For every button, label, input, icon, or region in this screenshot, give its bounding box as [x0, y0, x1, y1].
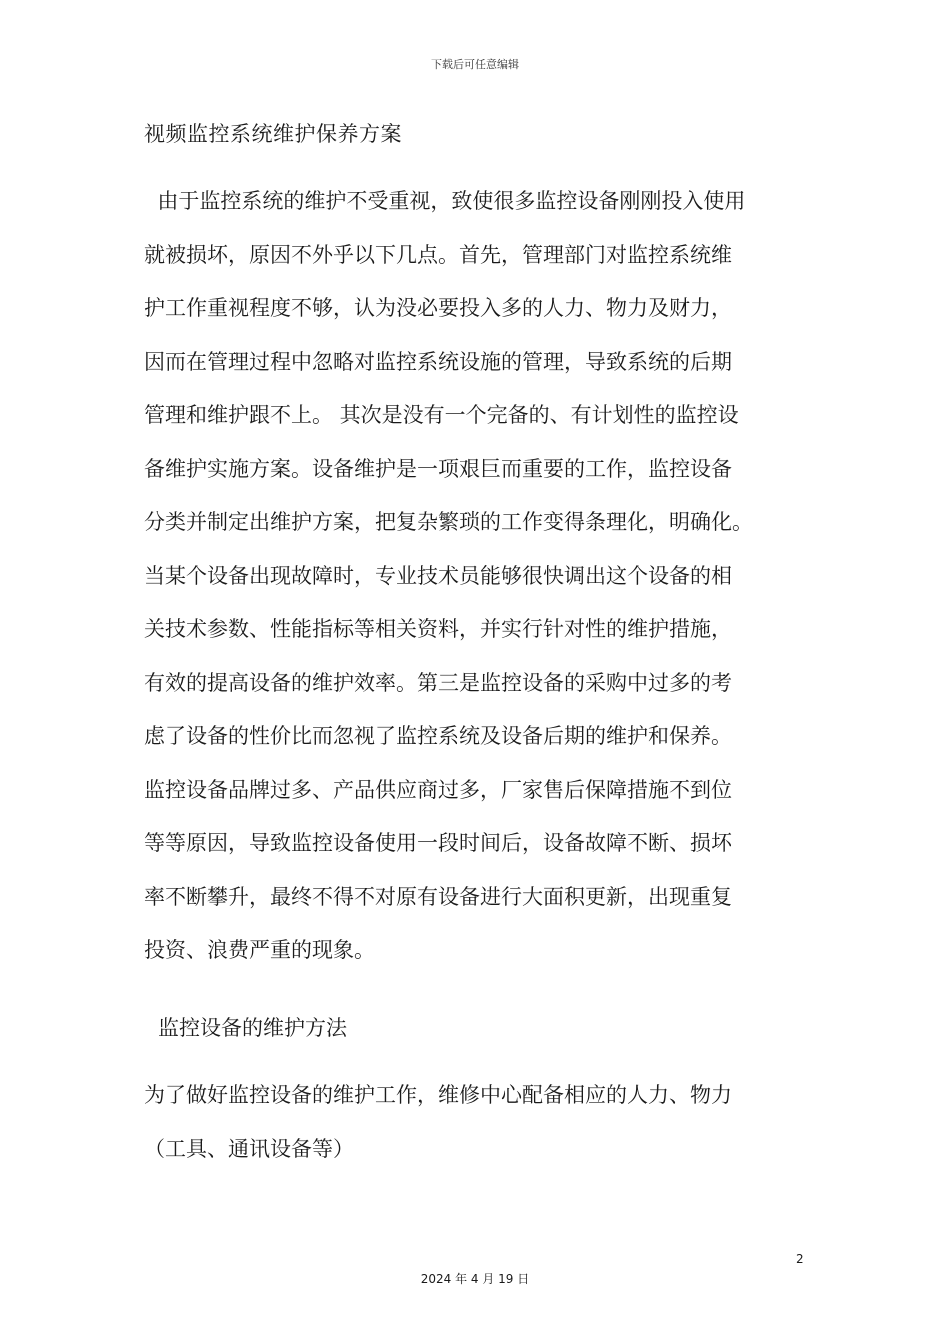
paragraph-line: 为了做好监控设备的维护工作，维修中心配备相应的人力、物力 [144, 1083, 732, 1107]
paragraph-line: 等等原因，导致监控设备使用一段时间后，设备故障不断、损坏 [144, 831, 732, 855]
paragraph-line: 由于监控系统的维护不受重视，致使很多监控设备刚刚投入使用 [144, 189, 746, 213]
document-title: 视频监控系统维护保养方案 [144, 122, 402, 146]
paragraph-line: （工具、通讯设备等） [144, 1136, 354, 1161]
paragraph-line: 管理和维护跟不上。 其次是没有一个完备的、有计划性的监控设 [144, 403, 739, 427]
paragraph-line: 分类并制定出维护方案，把复杂繁琐的工作变得条理化，明确化。 [144, 510, 753, 534]
paragraph-line: 备维护实施方案。设备维护是一项艰巨而重要的工作，监控设备 [144, 456, 732, 481]
paragraph-line: 有效的提高设备的维护效率。第三是监控设备的采购中过多的考 [144, 670, 732, 695]
footer-date: 2024 年 4 月 19 日 [420, 1272, 530, 1286]
intro-paragraph [144, 175, 824, 978]
section-heading: 监控设备的维护方法 [158, 1016, 347, 1040]
paragraph-line: 就被损坏，原因不外乎以下几点。首先，管理部门对监控系统维 [144, 242, 732, 267]
methods-paragraph [144, 1069, 824, 1176]
page-number: 2 [796, 1252, 804, 1266]
paragraph-line: 虑了设备的性价比而忽视了监控系统及设备后期的维护和保养。 [144, 724, 732, 748]
paragraph-line: 监控设备品牌过多、产品供应商过多，厂家售后保障措施不到位 [144, 777, 732, 802]
paragraph-line: 关技术参数、性能指标等相关资料，并实行针对性的维护措施， [144, 617, 732, 641]
header-note: 下载后可任意编辑 [431, 58, 519, 71]
paragraph-line: 护工作重视程度不够，认为没必要投入多的人力、物力及财力， [144, 296, 732, 320]
paragraph-line: 因而在管理过程中忽略对监控系统设施的管理，导致系统的后期 [144, 349, 732, 374]
paragraph-line: 投资、浪费严重的现象。 [144, 938, 375, 962]
paragraph-line: 率不断攀升，最终不得不对原有设备进行大面积更新，出现重复 [144, 884, 732, 909]
paragraph-line: 当某个设备出现故障时，专业技术员能够很快调出这个设备的相 [144, 563, 732, 588]
